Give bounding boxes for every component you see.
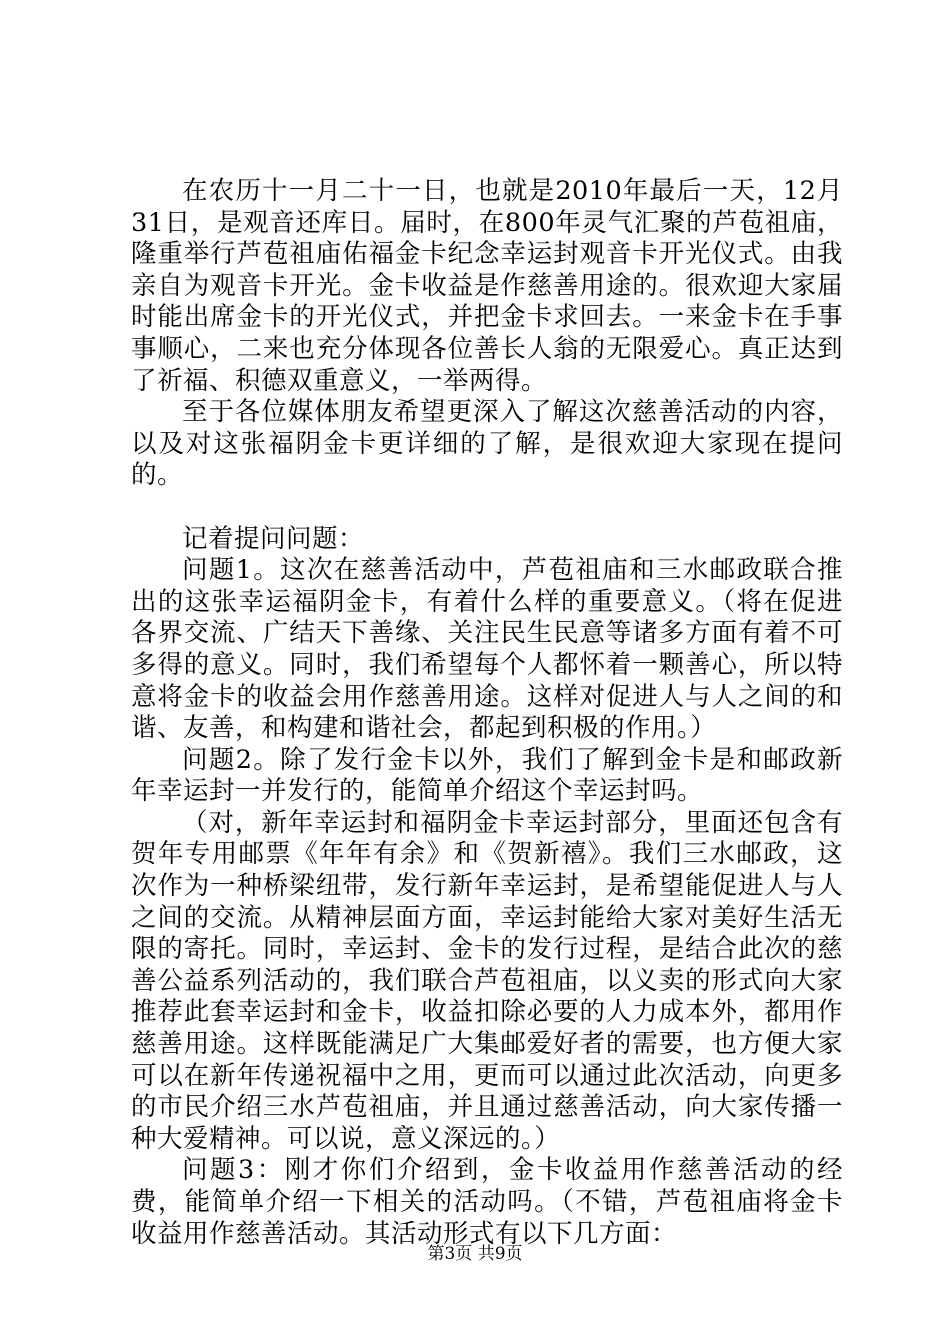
question-2-paragraph: 问题2。除了发行金卡以外，我们了解到金卡是和邮政新年幸运封一并发行的，能简单介绍这个幸运封吗。 bbox=[131, 744, 843, 807]
paragraph-spacer bbox=[131, 492, 843, 524]
intro-paragraph: 在农历十一月二十一日，也就是2010年最后一天，12月31日，是观音还库日。届时，在800年灵气汇聚的芦苞祖庙，隆重举行芦苞祖庙佑福金卡纪念幸运封观音卡开光仪式。由我亲自为观音卡开光。金卡收益是作慈善用途的。很欢迎大家届时能出席金卡的开光仪式，并把金卡求回去。一来金卡在手事事顺心，二来也充分体现各位善长人翁的无限爱心。真正达到了祈福、积德双重意义，一举两得。 bbox=[131, 176, 843, 396]
invitation-paragraph: 至于各位媒体朋友希望更深入了解这次慈善活动的内容，以及对这张福阴金卡更详细的了解，是很欢迎大家现在提问的。 bbox=[131, 397, 843, 491]
question-3-paragraph: 问题3：刚才你们介绍到，金卡收益用作慈善活动的经费，能简单介绍一下相关的活动吗。（不错，芦苞祖庙将金卡收益用作慈善活动。其活动形式有以下几方面： bbox=[131, 1155, 843, 1249]
page-footer: 第3页 共9页 bbox=[427, 1244, 523, 1264]
question-1-paragraph: 问题1。这次在慈善活动中，芦苞祖庙和三水邮政联合推出的这张幸运福阴金卡，有着什么样的重要意义。（将在促进各界交流、广结天下善缘、关注民生民意等诸多方面有着不可多得的意义。同时，我们希望每个人都怀着一颗善心，所以特意将金卡的收益会用作慈善用途。这样对促进人与人之间的和谐、友善，和构建和谐社会，都起到积极的作用。） bbox=[131, 555, 843, 744]
section-heading: 记着提问问题： bbox=[182, 523, 365, 554]
document-body bbox=[131, 176, 843, 1250]
answer-2-paragraph: （对，新年幸运封和福阴金卡幸运封部分，里面还包含有贺年专用邮票《年年有余》和《贺新禧》。我们三水邮政，这次作为一种桥梁纽带，发行新年幸运封，是希望能促进人与人之间的交流。从精神层面方面，幸运封能给大家对美好生活无限的寄托。同时，幸运封、金卡的发行过程，是结合此次的慈善公益系列活动的，我们联合芦苞祖庙，以义卖的形式向大家推荐此套幸运封和金卡，收益扣除必要的人力成本外，都用作慈善用途。这样既能满足广大集邮爱好者的需要，也方便大家可以在新年传递祝福中之用，更而可以通过此次活动，向更多的市民介绍三水芦苞祖庙，并且通过慈善活动，向大家传播一种大爱精神。可以说，意义深远的。） bbox=[131, 807, 843, 1154]
